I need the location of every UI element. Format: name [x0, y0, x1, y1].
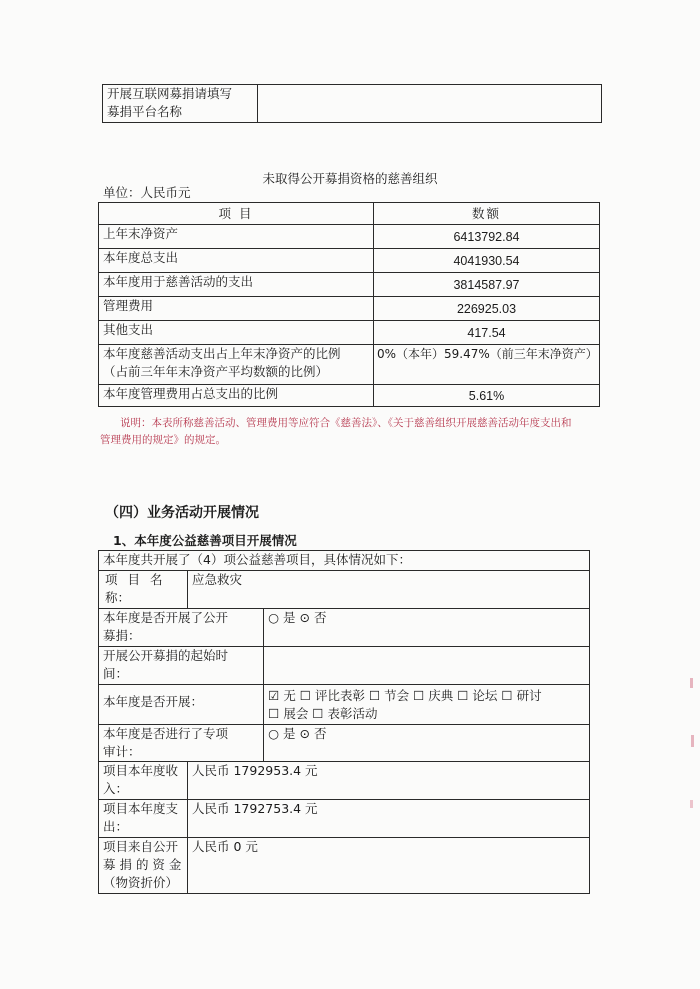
finance-row-label: 管理费用: [99, 297, 374, 321]
platform-label-line1: 开展互联网募捐请填写: [107, 86, 233, 101]
platform-table: [102, 84, 602, 123]
heading-business-activities: （四）业务活动开展情况: [105, 505, 259, 521]
fundraising-start-label-line2: 间：: [103, 666, 129, 681]
finance-ratio-label-line1: 本年度慈善活动支出占上年末净资产的比例: [103, 346, 341, 361]
finance-row-label: [99, 345, 374, 385]
finance-header-item: 项 目: [99, 203, 374, 225]
finance-row-label: 本年度用于慈善活动的支出: [99, 273, 374, 297]
activity-checkboxes[interactable]: [264, 685, 590, 725]
project-expense-label-line2: 出：: [103, 819, 129, 834]
special-audit-label-line1: 本年度是否进行了专项: [103, 726, 229, 741]
finance-row-value: 417.54: [374, 321, 600, 345]
finance-row-label: 本年度总支出: [99, 249, 374, 273]
finance-header-value: 数额: [374, 203, 600, 225]
project-name-label: [99, 571, 188, 609]
public-fundraising-label-line2: 募捐：: [103, 628, 141, 643]
public-fund-label-line1: 项目来自公开: [103, 839, 179, 854]
project-expense-value: 人民币 1792753.4 元: [188, 800, 590, 838]
fundraising-start-value: [264, 647, 590, 685]
note-line2: 管理费用的规定》的规定。: [100, 434, 226, 446]
scan-mark: [691, 735, 694, 747]
special-audit-label: [99, 725, 264, 762]
note-line1: 说明：本表所称慈善活动、管理费用等应符合《慈善法》、《关于慈善组织开展慈善活动年度支出和: [120, 417, 572, 429]
project-income-label-line1: 项目本年度收: [103, 763, 179, 778]
finance-row-label: 上年末净资产: [99, 225, 374, 249]
project-table: [98, 550, 590, 894]
public-fund-label: [99, 838, 188, 894]
public-fund-label-line2: 募 捐 的 资 金: [103, 857, 182, 872]
public-fundraising-label-line1: 本年度是否开展了公开: [103, 610, 229, 625]
project-income-label-line2: 入：: [103, 781, 129, 796]
finance-row-value: 3814587.97: [374, 273, 600, 297]
project-name-label-line2: 称：: [105, 590, 131, 605]
scan-mark: [690, 800, 693, 808]
finance-row-value: 4041930.54: [374, 249, 600, 273]
platform-label-cell: [103, 85, 258, 123]
project-intro: 本年度共开展了（4）项公益慈善项目，具体情况如下：: [99, 551, 590, 571]
project-name-label-line1: 项 目 名: [105, 572, 166, 587]
finance-row-label: 本年度管理费用占总支出的比例: [99, 385, 374, 407]
platform-label-line2: 募捐平台名称: [107, 104, 183, 119]
project-name-value: 应急救灾: [188, 571, 590, 609]
unit-label: 单位：人民币元: [103, 185, 191, 200]
platform-value-cell: [258, 85, 602, 123]
project-income-value: 人民币 1792953.4 元: [188, 762, 590, 800]
project-income-label: [99, 762, 188, 800]
finance-row-value: 6413792.84: [374, 225, 600, 249]
fundraising-start-label-line1: 开展公开募捐的起始时: [103, 648, 229, 663]
public-fund-value: 人民币 0 元: [188, 838, 590, 894]
public-fundraising-radio[interactable]: ○ 是 ⊙ 否: [264, 609, 590, 647]
project-expense-label: [99, 800, 188, 838]
fundraising-start-label: [99, 647, 264, 685]
finance-row-label: 其他支出: [99, 321, 374, 345]
finance-table: [98, 202, 600, 407]
activity-checkbox-line1[interactable]: ☑ 无 ☐ 评比表彰 ☐ 节会 ☐ 庆典 ☐ 论坛 ☐ 研讨: [268, 688, 542, 703]
heading-charity-projects: 1、本年度公益慈善项目开展情况: [113, 533, 297, 548]
activity-checkbox-line2[interactable]: ☐ 展会 ☐ 表彰活动: [268, 706, 378, 721]
finance-row-value: 0%（本年）59.47%（前三年末净资产）: [374, 345, 600, 385]
special-audit-radio[interactable]: ○ 是 ⊙ 否: [264, 725, 590, 762]
public-fund-label-line3: （物资折价）: [103, 875, 179, 890]
finance-ratio-label-line2: （占前三年年末净资产平均数额的比例）: [103, 364, 329, 379]
project-expense-label-line1: 项目本年度支: [103, 801, 179, 816]
activity-label: 本年度是否开展：: [99, 685, 264, 725]
section-title: 未取得公开募捐资格的慈善组织: [262, 171, 438, 186]
scan-mark: [690, 678, 693, 688]
finance-row-value: 5.61%: [374, 385, 600, 407]
finance-row-value: 226925.03: [374, 297, 600, 321]
special-audit-label-line2: 审计：: [103, 744, 141, 759]
public-fundraising-label: [99, 609, 264, 647]
table-note: [100, 415, 600, 449]
